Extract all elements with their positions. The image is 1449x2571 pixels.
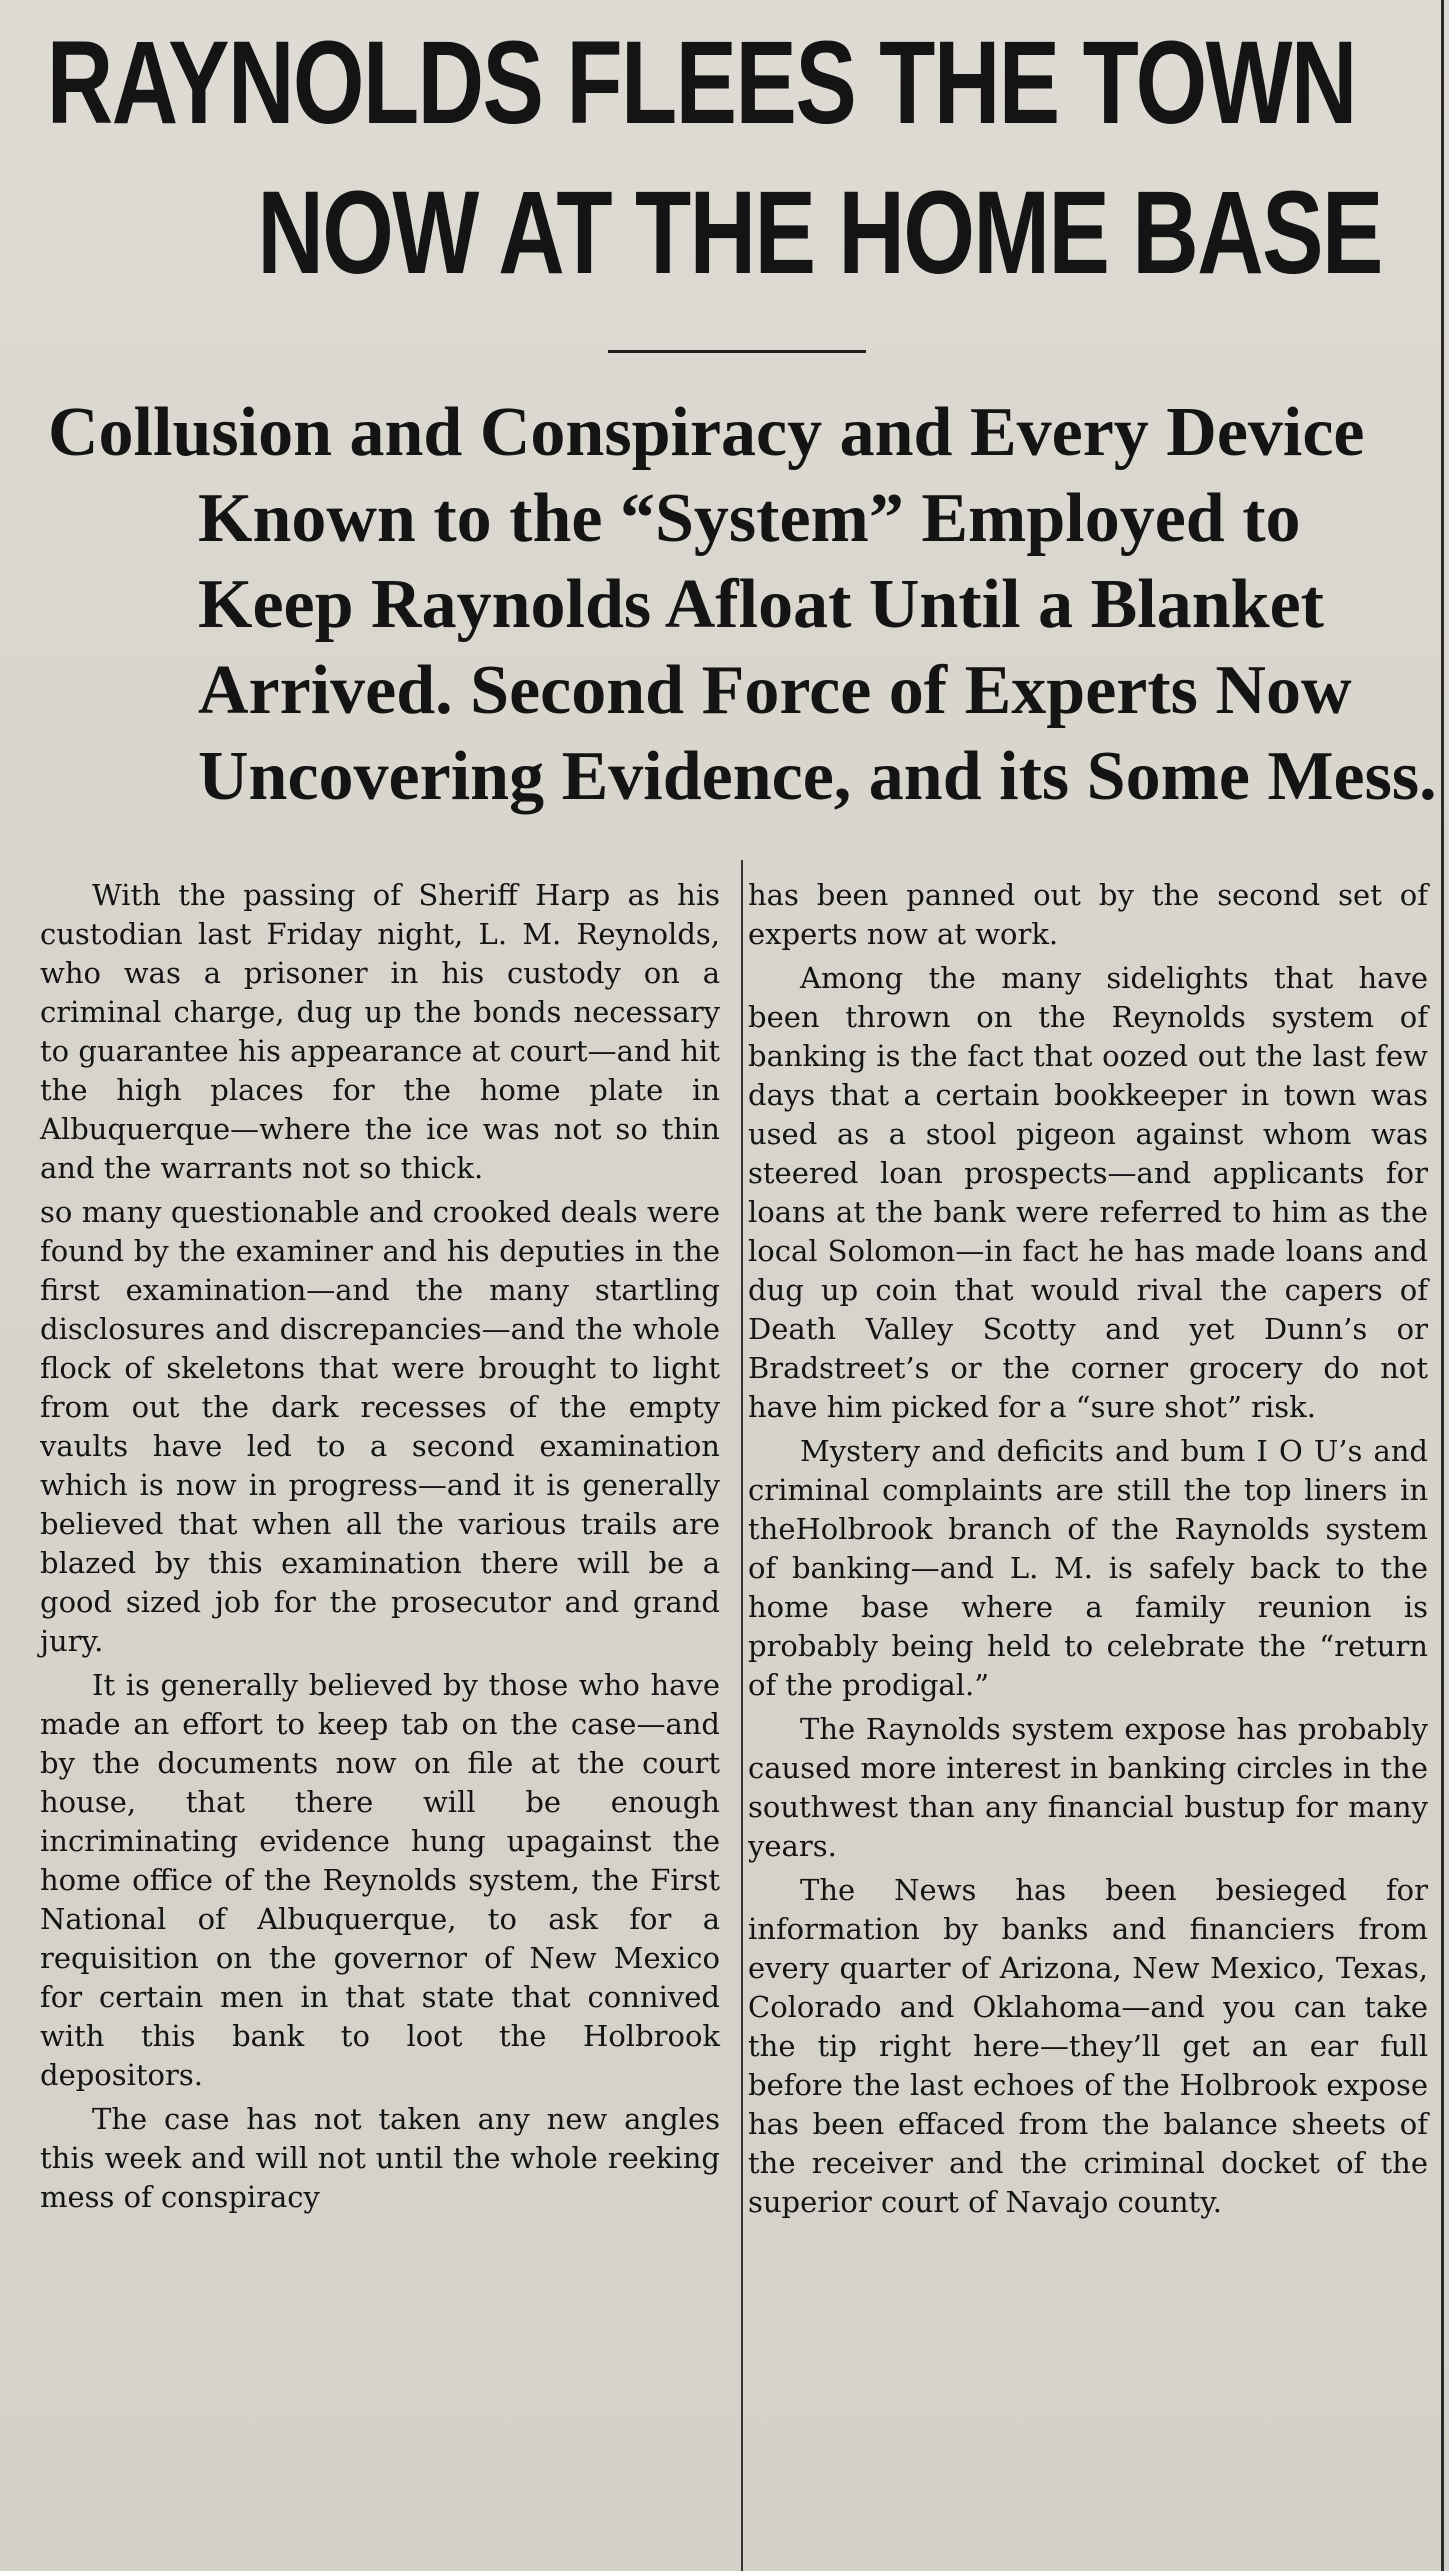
headline-line-1: RAYNOLDS FLEES THE TOWN [46,17,1356,149]
headline-line-2: NOW AT THE HOME BASE [257,167,1382,299]
page-edge-rule [1441,0,1444,2571]
paragraph: The case has not taken any new angles this week and will not until the whole reeking mess of conspiracy [40,2102,720,2214]
paragraph: Mystery and deficits and bum I O U’s and criminal complaints are still the top liners in theHolbrook branch of the Raynolds system of banking—and L. M. is safely back to the home base where a family reunion is probably being held to celebrate the “return of the prodigal.” [748,1434,1428,1702]
paragraph: It is generally believed by those who have made an effort to keep tab on the case—and by the documents now on file at the court house, that there will be enough incriminating evidence hung upagainst the home office of the Reynolds system, the First National of Albuquerque, to ask for a requisition on the governor of New Mexico for certain men in that state that connived with this bank to loot the Holbrook depositors. [40,1668,720,2092]
deck-line-4: Arrived. Second Force of Experts Now [198,652,1352,729]
deck-line-1: Collusion and Conspiracy and Every Device [48,394,1365,471]
headline [0,8,1382,308]
paragraph: has been panned out by the second set of experts now at work. [748,878,1428,951]
deck-line-2: Known to the “System” Employed to [198,480,1301,557]
paragraph: so many questionable and crooked deals were found by the examiner and his deputies in the first examination—and the many startling disclosures and discrepancies—and the whole flock of skeletons that were brought to light from out the dark recesses of the empty vaults have led to a second examination which is now in progress—and it is generally believed that when all the various trails are blazed by this examination there will be a good sized job for the prosecutor and grand jury. [40,1195,720,1658]
paragraph: The News has been besieged for information by banks and financiers from every quarter of Arizona, New Mexico, Texas, Colorado and Oklahoma—and you can take the tip right here—they’ll get an ear full before the last echoes of the Holbrook expose has been effaced from the balance sheets of the receiver and the criminal docket of the superior court of Navajo county. [748,1873,1428,2219]
paragraph: With the passing of Sheriff Harp as his custodian last Friday night, L. M. Reynolds, who was a prisoner in his custody on a criminal charge, dug up the bonds necessary to guarantee his appearance at court—and hit the high places for the home plate in Albuquerque—where the ice was not so thin and the warrants not so thick. [40,878,720,1185]
subheadline-deck [48,390,1438,820]
article-column-right [748,876,1428,2227]
paragraph: Among the many sidelights that have been thrown on the Reynolds system of banking is the fact that oozed out the last few days that a certain bookkeeper in town was used as a stool pigeon against whom was steered loan prospects—and applicants for loans at the bank were referred to him as the local Solomon—in fact he has made loans and dug up coin that would rival the capers of Death Valley Scotty and yet Dunn’s or Bradstreet’s or the corner grocery do not have him picked for a “sure shot” risk. [748,961,1428,1424]
headline-divider [608,350,866,353]
paragraph: The Raynolds system expose has probably caused more interest in banking circles in the southwest than any financial bustup for many years. [748,1712,1428,1863]
deck-line-3: Keep Raynolds Afloat Until a Blanket [198,566,1324,643]
article-column-left [40,876,720,2222]
column-rule [741,860,743,2571]
deck-line-5: Uncovering Evidence, and its Some Mess. [198,738,1437,815]
